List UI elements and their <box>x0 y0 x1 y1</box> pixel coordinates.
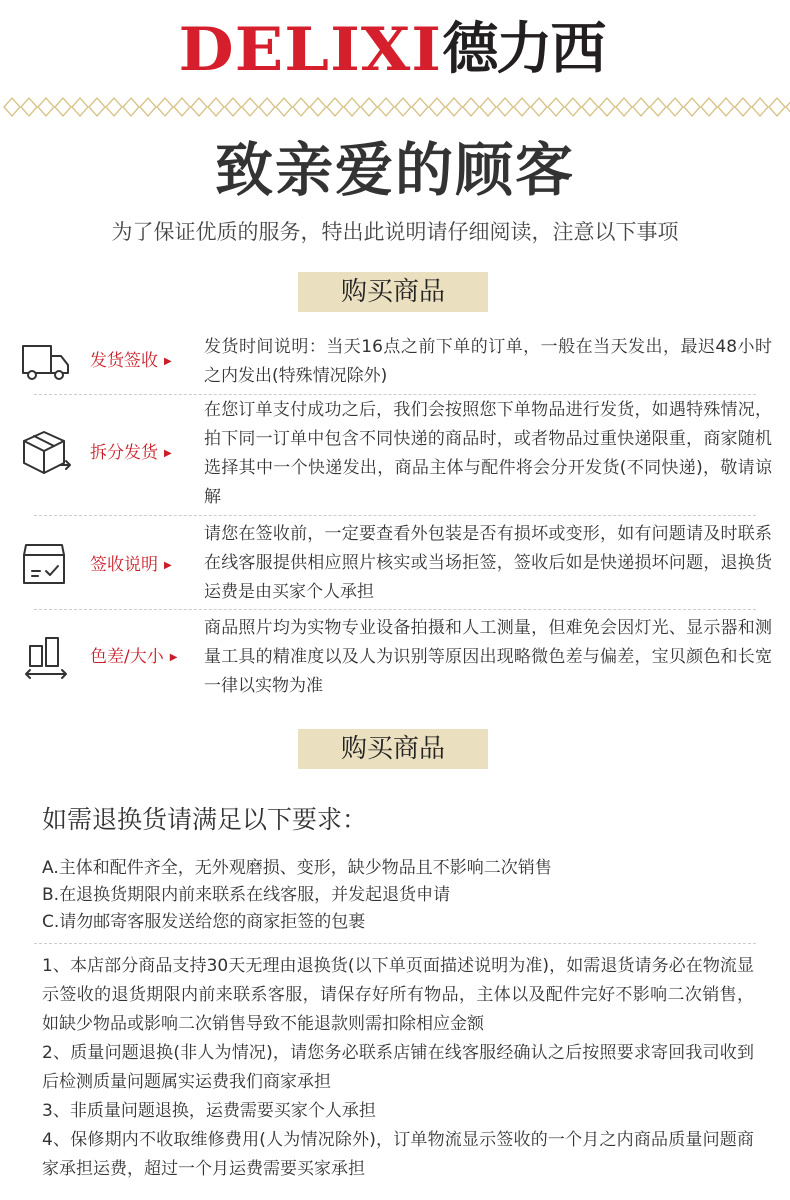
brand-logo-chinese: 德力西 <box>442 17 605 82</box>
truck-icon <box>20 337 72 385</box>
return-requirement-item: C.请勿邮寄客服发送给您的商家拒签的包裹 <box>42 912 366 932</box>
policy-note: 1、本店部分商品支持30天无理由退换货(以下单页面描述说明为准)，如需退货请务必在物流显示签收的退货期限内前来联系客服，请保存好所有物品，主体以及配件完好不影响二次销售，如缺少物品或影响二次销售导致不能退款则需扣除相应金额 <box>42 956 754 1034</box>
row-label-shipping: 发货签收 ▶ <box>90 351 172 371</box>
row-text-sign-for: 请您在签收前，一定要查看外包装是否有损坏或变形，如有问题请及时联系在线客服提供相应照片核实或当场拒签，签收后如是快递损坏问题，退换货运费是由买家个人承担 <box>204 524 772 602</box>
row-divider <box>34 394 756 395</box>
row-label-color-size: 色差/大小 ▶ <box>90 647 178 667</box>
package-box-icon <box>20 429 72 477</box>
policy-note: 3、非质量问题退换，运费需要买家个人承担 <box>42 1101 376 1121</box>
return-policy-notes <box>42 952 754 1184</box>
page-subtitle: 为了保证优质的服务，特出此说明请仔细阅读，注意以下事项 <box>111 220 679 244</box>
section-banner-purchase: 购买商品 <box>298 272 488 312</box>
diamond-pattern-divider <box>0 96 790 118</box>
row-text-color-size: 商品照片均为实物专业设备拍摄和人工测量，但难免会因灯光、显示器和测量工具的精准度以及人为识别等原因出现略微色差与偏差，宝贝颜色和长宽一律以实物为准 <box>204 618 772 696</box>
return-requirements-heading: 如需退换货请满足以下要求： <box>42 805 368 834</box>
return-requirement-item: A.主体和配件齐全，无外观磨损、变形，缺少物品且不影响二次销售 <box>42 858 552 878</box>
return-requirement-item: B.在退换货期限内前来联系在线客服，并发起退货申请 <box>42 885 451 905</box>
row-label-split-shipping: 拆分发货 ▶ <box>90 443 172 463</box>
row-text-shipping: 发货时间说明：当天16点之前下单的订单，一般在当天发出，最迟48小时之内发出(特殊情况除外) <box>204 337 772 386</box>
brand-logo-latin: DELIXI <box>178 15 442 85</box>
section-banner-returns: 购买商品 <box>298 729 488 769</box>
policy-note: 4、保修期内不收取维修费用(人为情况除外)，订单物流显示签收的一个月之内商品质量问题商家承担运费，超过一个月运费需要买家承担 <box>42 1130 754 1179</box>
row-text-split-shipping: 在您订单支付成功之后，我们会按照您下单物品进行发货，如遇特殊情况，拍下同一订单中包含不同快递的商品时，或者物品过重快递限重，商家随机选择其中一个快递发出，商品主体与配件将会分开发货(不同快递)，敬请谅解 <box>204 400 772 507</box>
page-title: 致亲爱的顾客 <box>214 136 575 204</box>
policy-note: 2、质量问题退换(非人为情况)，请您务必联系店铺在线客服经确认之后按照要求寄回我司收到后检测质量问题属实运费我们商家承担 <box>42 1043 754 1092</box>
row-divider <box>34 609 756 610</box>
size-measure-icon <box>20 632 72 680</box>
brand-logo <box>0 15 790 85</box>
row-divider <box>34 515 756 516</box>
requirements-divider <box>34 943 756 944</box>
sign-inbox-icon <box>20 541 72 589</box>
row-label-sign-for: 签收说明 ▶ <box>90 555 172 575</box>
